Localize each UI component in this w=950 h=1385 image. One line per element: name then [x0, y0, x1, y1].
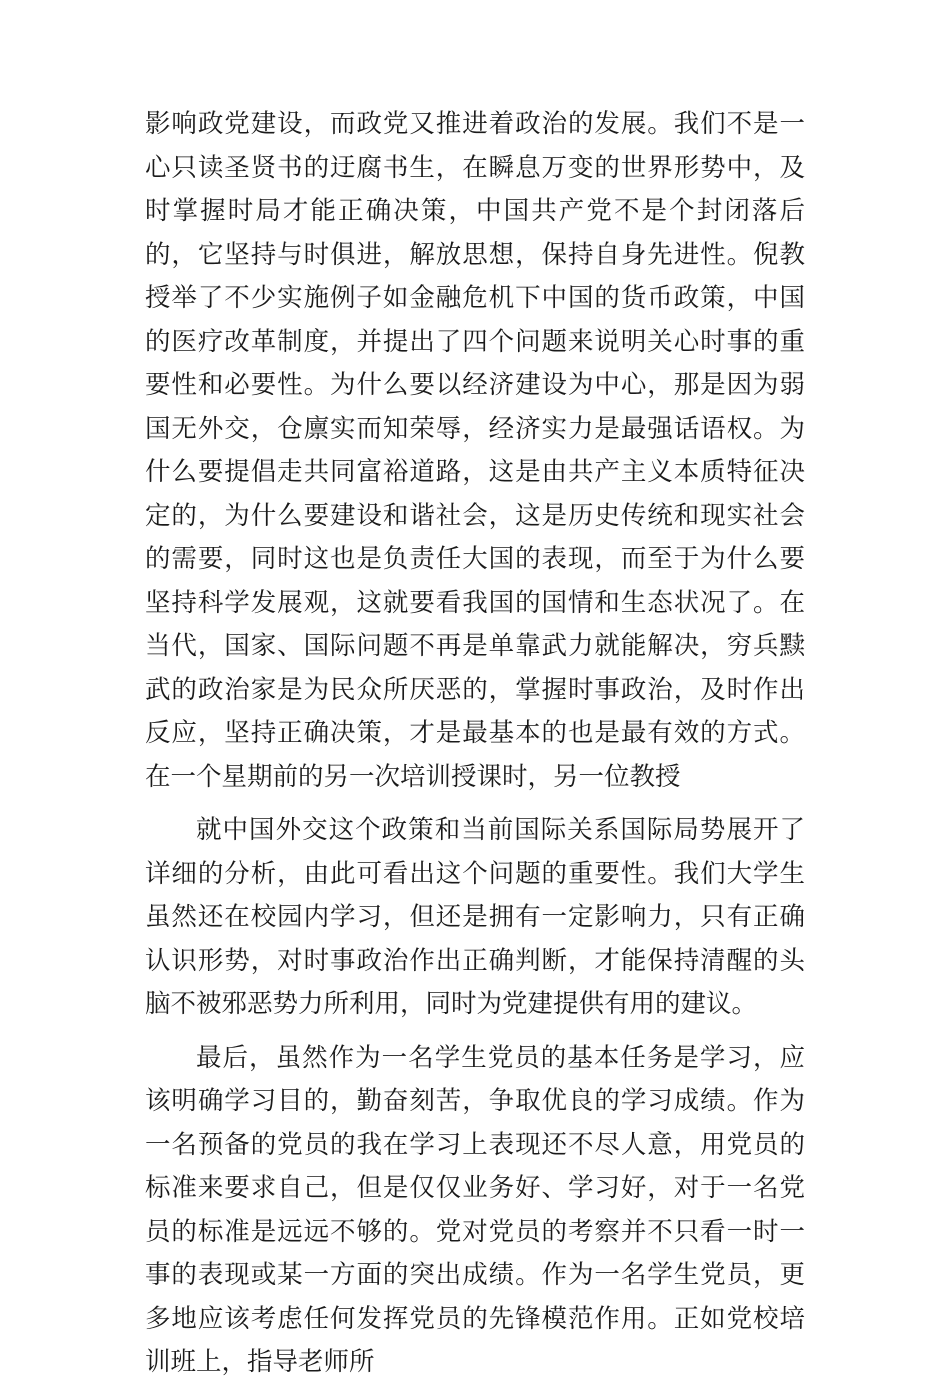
document-body — [145, 103, 805, 1385]
paragraph-foreign-policy: 就中国外交这个政策和当前国际关系国际局势展开了详细的分析，由此可看出这个问题的重要性。我们大学生虽然还在校园内学习，但还是拥有一定影响力，只有正确认识形势，对时事政治作出正确判断，才能保持清醒的头脑不被邪恶势力所利用，同时为党建提供有用的建议。 — [145, 815, 805, 1019]
paragraph-conclusion: 最后，虽然作为一名学生党员的基本任务是学习，应该明确学习目的，勤奋刻苦，争取优良的学习成绩。作为一名预备的党员的我在学习上表现还不尽人意，用党员的标准来要求自己，但是仅仅业务好、学习好，对于一名党员的标准是远远不够的。党对党员的考察并不只看一时一事的表现或某一方面的突出成绩。作为一名学生党员，更多地应该考虑任何发挥党员的先锋模范作用。正如党校培训班上，指导老师所 — [145, 1042, 805, 1377]
paragraph-continuation: 影响政党建设，而政党又推进着政治的发展。我们不是一心只读圣贤书的迂腐书生，在瞬息万变的世界形势中，及时掌握时局才能正确决策，中国共产党不是个封闭落后的，它坚持与时俱进，解放思想，保持自身先进性。倪教授举了不少实施例子如金融危机下中国的货币政策，中国的医疗改革制度，并提出了四个问题来说明关心时事的重要性和必要性。为什么要以经济建设为中心，那是因为弱国无外交，仓廪实而知荣辱，经济实力是最强话语权。为什么要提倡走共同富裕道路，这是由共产主义本质特征决定的，为什么要建设和谐社会，这是历史传统和现实社会的需要，同时这也是负责任大国的表现，而至于为什么要坚持科学发展观，这就要看我国的国情和生态状况了。在当代，国家、国际问题不再是单靠武力就能解决，穷兵黩武的政治家是为民众所厌恶的，掌握时事政治，及时作出反应，坚持正确决策，才是最基本的也是最有效的方式。在一个星期前的另一次培训授课时，另一位教授 — [145, 109, 805, 792]
